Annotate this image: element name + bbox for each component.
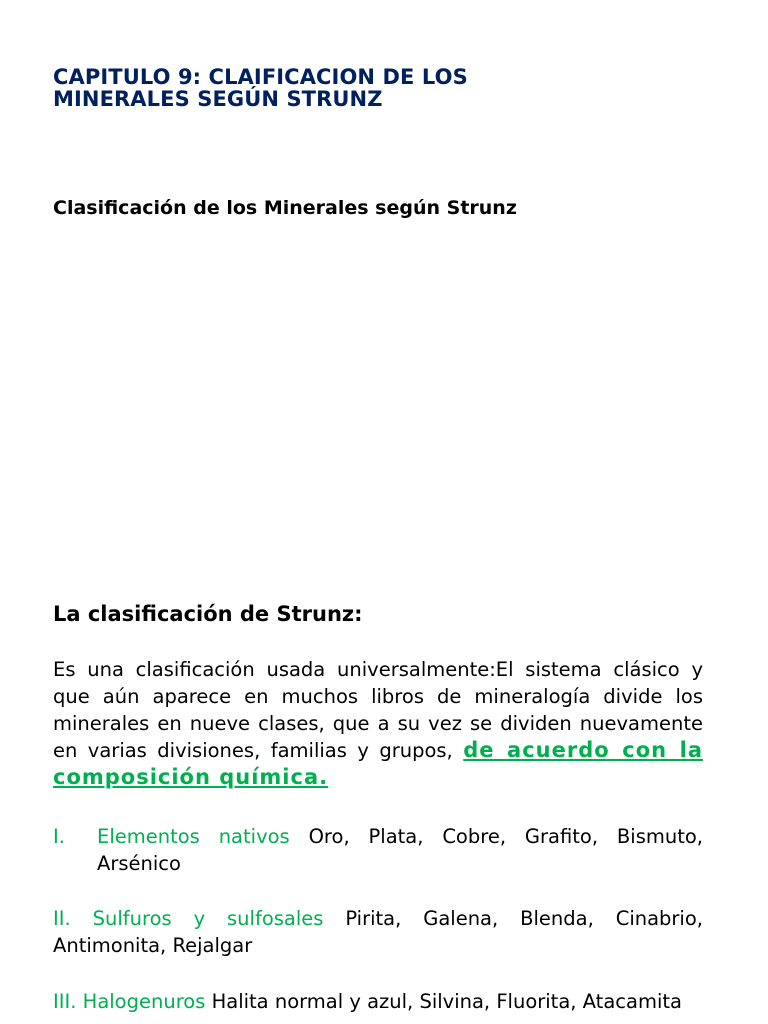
intro-text: Es una clasificación usada universalmente:El sistema clásico y que aún aparece en muchos libros de mineralogía divide los minerales en nueve clases, que a su vez se dividen nuevamente en varias divisiones, familias y grupos, [53, 658, 703, 762]
class-examples: Halita normal y azul, Silvina, Fluorita, Atacamita [205, 990, 682, 1013]
chapter-title-line-1: CAPITULO 9: CLAIFICACION DE LOS [53, 65, 468, 89]
class-examples: Pirita, Galena, Blenda, Cinabrio, Antimonita, Rejalgar [53, 907, 703, 957]
class-name: Halogenuros [82, 990, 206, 1013]
intro-paragraph [53, 656, 703, 791]
class-numeral: III. [53, 990, 77, 1013]
class-numeral: II. [53, 907, 71, 930]
class-name: Sulfuros y sulfosales [92, 907, 324, 930]
mineral-class-item [53, 823, 703, 877]
section-heading: La clasificación de Strunz: [53, 602, 363, 626]
class-examples: Oro, Plata, Cobre, Grafito, Bismuto, Arsénico [97, 825, 703, 875]
mineral-class-item [53, 988, 703, 1015]
document-subtitle: Clasificación de los Minerales según Strunz [53, 197, 517, 219]
class-name: Elementos nativos [97, 825, 290, 848]
intro-highlight: de acuerdo con la composición química. [53, 738, 704, 789]
mineral-class-item [53, 905, 703, 959]
class-numeral: I. [53, 825, 65, 848]
chapter-title-line-2: MINERALES SEGÚN STRUNZ [53, 87, 383, 111]
chapter-title [53, 66, 713, 110]
